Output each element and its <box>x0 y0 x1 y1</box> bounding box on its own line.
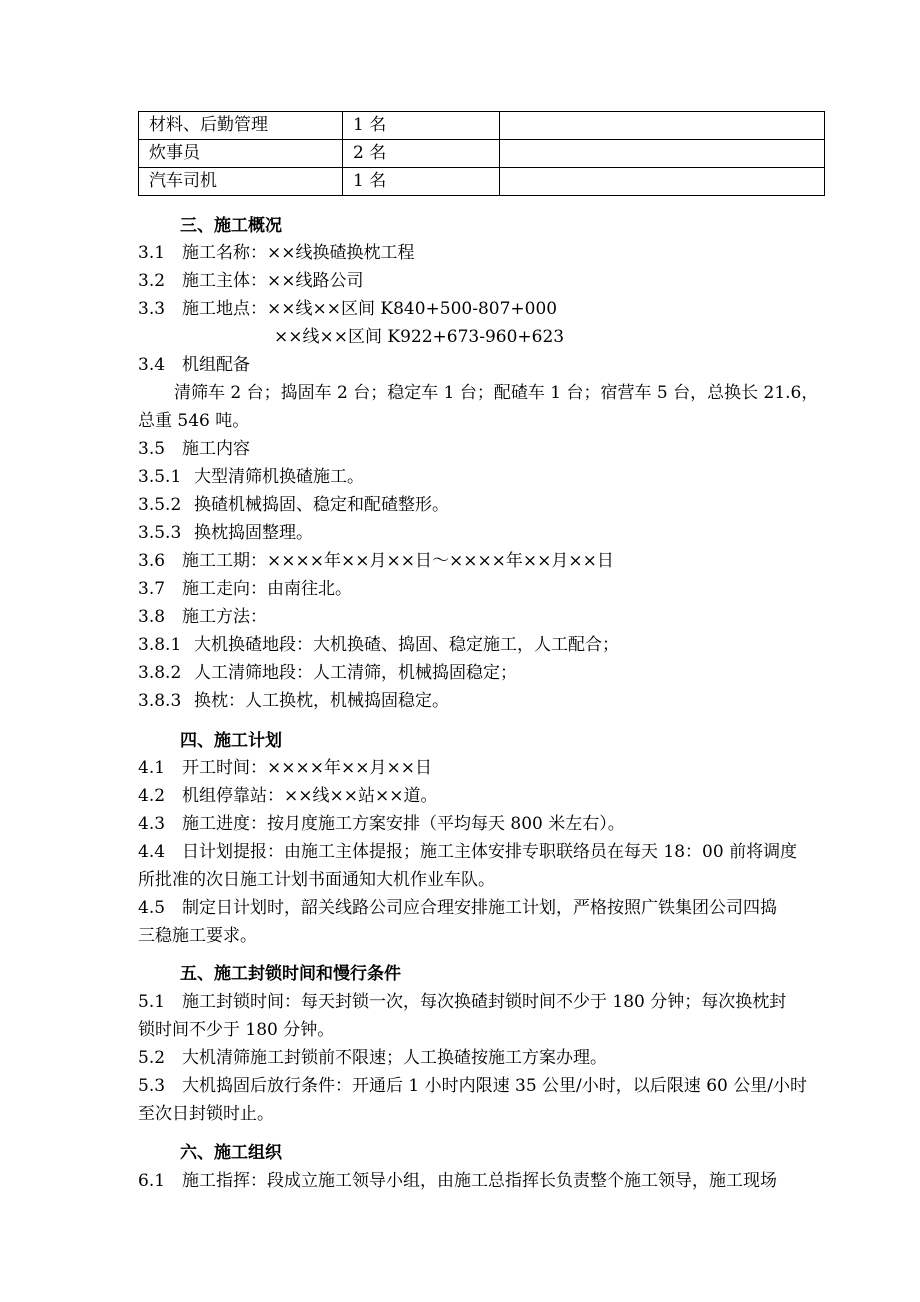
item-number: 5.2 <box>138 1048 166 1068</box>
text-line <box>138 992 786 1012</box>
text-line <box>138 786 437 806</box>
text-line <box>138 579 352 599</box>
item-text: 施工走向：由南往北。 <box>182 579 352 599</box>
item-text: 大机捣固后放行条件：开通后 1 小时内限速 35 公里/小时，以后限速 60 公里/小时 <box>182 1076 807 1096</box>
text-line <box>138 551 614 571</box>
item-text: 大机换碴地段：大机换碴、捣固、稳定施工，人工配合； <box>194 635 619 655</box>
item-number: 3.5.2 <box>138 495 182 515</box>
text-line <box>138 814 625 834</box>
table-cell: 2 名 <box>343 140 500 168</box>
table-row <box>139 112 825 140</box>
item-number: 3.8.3 <box>138 691 182 711</box>
text-line <box>138 663 517 683</box>
text-line <box>138 299 557 319</box>
item-number: 4.4 <box>138 842 166 862</box>
item-number: 5.3 <box>138 1076 166 1096</box>
table-cell: 汽车司机 <box>139 168 343 196</box>
item-text: 施工指挥：段成立施工领导小组，由施工总指挥长负责整个施工领导，施工现场 <box>182 1171 777 1191</box>
text-line: ××线××区间 K922+673-960+623 <box>274 327 565 347</box>
text-line <box>138 439 250 459</box>
item-number: 5.1 <box>138 992 166 1012</box>
item-number: 6.1 <box>138 1171 166 1191</box>
item-number: 4.5 <box>138 898 166 918</box>
item-number: 4.3 <box>138 814 166 834</box>
text-line <box>138 607 267 627</box>
staff-table <box>138 111 825 196</box>
table-cell <box>500 168 825 196</box>
item-text: 换枕：人工换枕，机械捣固稳定。 <box>194 691 449 711</box>
text-line <box>138 523 313 543</box>
text-line: 所批准的次日施工计划书面通知大机作业车队。 <box>138 870 495 890</box>
item-text: 大型清筛机换碴施工。 <box>194 467 364 487</box>
table-cell: 材料、后勤管理 <box>139 112 343 140</box>
item-text: 开工时间：××××年××月××日 <box>182 758 432 778</box>
item-text: 换枕捣固整理。 <box>194 523 313 543</box>
item-text: 施工主体：××线路公司 <box>182 271 364 291</box>
text-line <box>138 842 797 862</box>
item-number: 3.8 <box>138 607 166 627</box>
section-heading-4: 四、施工计划 <box>180 731 282 751</box>
text-line <box>138 495 449 515</box>
item-number: 3.3 <box>138 299 166 319</box>
item-number: 4.2 <box>138 786 166 806</box>
item-text: 施工进度：按月度施工方案安排（平均每天 800 米左右）。 <box>182 814 625 834</box>
table-cell <box>500 140 825 168</box>
item-number: 3.7 <box>138 579 166 599</box>
item-number: 3.8.1 <box>138 635 182 655</box>
table-cell: 1 名 <box>343 112 500 140</box>
text-line: 至次日封锁时止。 <box>138 1104 274 1124</box>
item-text: 制定日计划时，韶关线路公司应合理安排施工计划，严格按照广铁集团公司四捣 <box>182 898 777 918</box>
item-number: 3.5.1 <box>138 467 182 487</box>
item-text: 施工名称：××线换碴换枕工程 <box>182 243 415 263</box>
item-text: 机组停靠站：××线××站××道。 <box>182 786 438 806</box>
text-line <box>138 635 619 655</box>
table-cell: 1 名 <box>343 168 500 196</box>
table-row <box>139 140 825 168</box>
item-number: 3.5 <box>138 439 166 459</box>
item-text: 施工内容 <box>182 439 250 459</box>
text-line: 三稳施工要求。 <box>138 926 257 946</box>
item-text: 大机清筛施工封锁前不限速；人工换碴按施工方案办理。 <box>182 1048 607 1068</box>
item-text: 换碴机械捣固、稳定和配碴整形。 <box>194 495 449 515</box>
item-text: 机组配备 <box>182 355 250 375</box>
text-line <box>138 1171 777 1191</box>
table-cell <box>500 112 825 140</box>
item-text: 施工方法： <box>182 607 267 627</box>
item-text: 施工工期：××××年××月××日～××××年××月××日 <box>182 551 614 571</box>
text-line <box>138 1076 807 1096</box>
item-number: 3.4 <box>138 355 166 375</box>
text-line: 总重 546 吨。 <box>138 411 250 431</box>
section-heading-6: 六、施工组织 <box>180 1143 282 1163</box>
text-line <box>138 243 415 263</box>
text-line <box>138 758 432 778</box>
section-heading-3: 三、施工概况 <box>180 216 282 236</box>
item-number: 4.1 <box>138 758 166 778</box>
item-number: 3.1 <box>138 243 166 263</box>
text-line <box>138 691 449 711</box>
item-number: 3.6 <box>138 551 166 571</box>
section-heading-5: 五、施工封锁时间和慢行条件 <box>180 964 401 984</box>
text-line <box>138 898 777 918</box>
item-number: 3.2 <box>138 271 166 291</box>
item-text: 施工地点：××线××区间 K840+500-807+000 <box>182 299 558 319</box>
item-text: 日计划提报：由施工主体提报；施工主体安排专职联络员在每天 18：00 前将调度 <box>182 842 798 862</box>
text-line <box>138 355 250 375</box>
text-line <box>138 467 364 487</box>
text-line: 锁时间不少于 180 分钟。 <box>138 1020 335 1040</box>
text-line <box>138 271 364 291</box>
item-number: 3.8.2 <box>138 663 182 683</box>
item-text: 施工封锁时间：每天封锁一次，每次换碴封锁时间不少于 180 分钟；每次换枕封 <box>182 992 787 1012</box>
text-line: 清筛车 2 台；捣固车 2 台；稳定车 1 台；配碴车 1 台；宿营车 5 台，总换长 21.6， <box>174 383 819 403</box>
table-cell: 炊事员 <box>139 140 343 168</box>
text-line <box>138 1048 607 1068</box>
item-number: 3.5.3 <box>138 523 182 543</box>
item-text: 人工清筛地段：人工清筛，机械捣固稳定； <box>194 663 517 683</box>
table-row <box>139 168 825 196</box>
